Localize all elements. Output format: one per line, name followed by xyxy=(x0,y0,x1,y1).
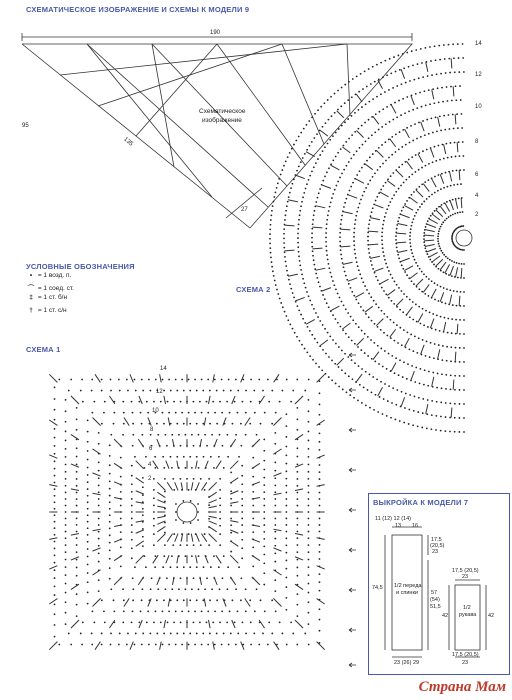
scheme2-row-10: 10 xyxy=(475,104,482,110)
pattern-right-dim-2: (20,5) xyxy=(430,543,445,549)
pattern-sleeve-top-1: 17,5 (20,5) xyxy=(452,568,479,574)
scheme2-row-6: 6 xyxy=(475,172,479,178)
scheme1-row-6: 6 xyxy=(149,446,153,452)
scheme2-row-8: 8 xyxy=(475,139,479,145)
scheme1-row-12: 12 xyxy=(156,389,163,395)
scheme1-row-2: 2 xyxy=(148,476,152,482)
pattern-top-sub-2: 16 xyxy=(412,523,419,529)
shawl-width-label: 190 xyxy=(210,30,221,36)
legend-text: = 1 ст. с/н xyxy=(37,307,67,314)
double-crochet-icon: † xyxy=(29,307,33,314)
legend-text: = 1 возд. п. xyxy=(37,272,72,279)
pattern-right-dim-3: 23 xyxy=(432,549,439,555)
pattern-top-sub-1: 13 xyxy=(395,523,402,529)
shawl-height-label: 95 xyxy=(22,123,29,129)
pattern-mid-right-1: 57 xyxy=(431,590,438,596)
pattern-side-total: 74,5 xyxy=(372,585,383,591)
pattern-top-widths: 11 (12) 12 (14) xyxy=(375,516,411,522)
pattern-front-back-1: 1/2 переда xyxy=(394,583,422,589)
pattern-sleeve-label-2: рукава xyxy=(459,612,477,618)
scheme1-row-8: 8 xyxy=(150,427,154,433)
shawl-center-text-2: изображение xyxy=(202,117,242,124)
scheme2-row-2: 2 xyxy=(475,212,479,218)
legend-text: = 1 ст. б/н xyxy=(37,294,68,301)
scheme1-title: СХЕМА 1 xyxy=(26,345,61,354)
pattern-sleeve-label-1: 1/2 xyxy=(463,605,471,611)
pattern-sleeve-side-left: 42 xyxy=(442,613,449,619)
slip-stitch-icon: ⌒ xyxy=(27,285,35,292)
legend-title: УСЛОВНЫЕ ОБОЗНАЧЕНИЯ xyxy=(26,262,135,271)
scheme2-title: СХЕМА 2 xyxy=(236,285,271,294)
scheme2-row-14: 14 xyxy=(475,41,482,47)
shawl-side-label: 135 xyxy=(122,136,134,148)
shawl-center-text-1: Схематическое xyxy=(199,108,246,115)
shawl-square-label: 27 xyxy=(241,207,248,213)
watermark-logo: Страна Мам xyxy=(418,679,506,695)
legend-text: = 1 соед. ст. xyxy=(37,285,74,292)
pattern-sleeve-bottom-1: 17,5 (20,5) xyxy=(452,652,479,658)
scheme2-row-12: 12 xyxy=(475,72,482,78)
pattern-sleeve-side-right: 42 xyxy=(488,613,495,619)
pattern-front-back-2: и спинки xyxy=(396,590,418,596)
scheme1-row-14: 14 xyxy=(160,366,167,372)
pattern-mid-right-2: (54) xyxy=(430,597,440,603)
pattern-bottom-width: 23 (26) 29 xyxy=(394,660,420,666)
pattern-title: ВЫКРОЙКА К МОДЕЛИ 7 xyxy=(373,498,469,507)
single-crochet-icon: ‡ xyxy=(29,294,33,301)
scheme1-row-4: 4 xyxy=(148,462,152,468)
pattern-sleeve-top-2: 23 xyxy=(462,574,469,580)
scheme2-row-4: 4 xyxy=(475,193,479,199)
chain-stitch-icon: • xyxy=(29,272,33,279)
pattern-right-dim-1: 17,5 xyxy=(431,537,442,543)
scheme1-row-10: 10 xyxy=(152,408,159,414)
pattern-sleeve-bottom-2: 23 xyxy=(462,660,469,666)
pattern-mid-right-3: 51,5 xyxy=(430,604,441,610)
schematic-title: СХЕМАТИЧЕСКОЕ ИЗОБРАЖЕНИЕ И СХЕМЫ К МОДЕЛИ 9 xyxy=(26,5,250,14)
